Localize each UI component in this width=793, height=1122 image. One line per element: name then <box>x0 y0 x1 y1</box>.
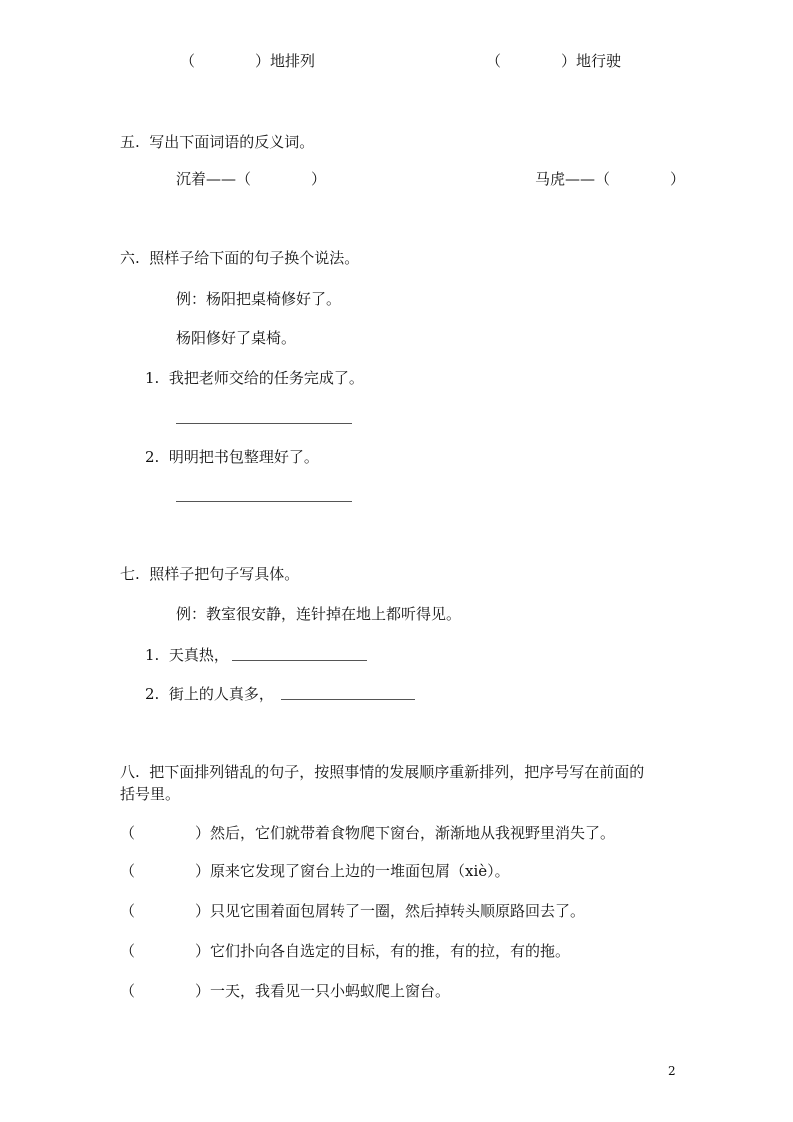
section-6-question-1: 1. 我把老师交给的任务完成了。 <box>145 369 364 387</box>
antonym-item-chenzhuo: 沉着——（ ） <box>176 170 327 188</box>
section-7-question-2: 2. 街上的人真多， <box>145 685 274 703</box>
section-7-question-1: 1. 天真热， <box>145 646 229 664</box>
answer-line-6-2[interactable] <box>176 501 352 502</box>
ordering-item: （ ）一天，我看见一只小蚂蚁爬上窗台。 <box>120 982 451 1000</box>
section-8-heading-line-1: 八. 把下面排列错乱的句子，按照事情的发展顺序重新排列，把序号写在前面的 <box>120 763 645 781</box>
answer-line-7-2[interactable] <box>281 699 415 700</box>
section-7-heading: 七. 照样子把句子写具体。 <box>120 565 300 583</box>
section-6-example-1: 例：杨阳把桌椅修好了。 <box>176 290 342 308</box>
ordering-item: （ ）然后，它们就带着食物爬下窗台，渐渐地从我视野里消失了。 <box>120 824 616 842</box>
fill-blank-pailie: （ ）地排列 <box>180 52 316 70</box>
ordering-item: （ ）它们扑向各自选定的目标，有的推，有的拉，有的拖。 <box>120 942 571 960</box>
fill-blank-xingshi: （ ）地行驶 <box>486 52 622 70</box>
section-7-example: 例：教室很安静，连针掉在地上都听得见。 <box>176 605 462 623</box>
section-6-question-2: 2. 明明把书包整理好了。 <box>145 448 319 466</box>
page-number: 2 <box>668 1064 676 1078</box>
section-5-heading: 五. 写出下面词语的反义词。 <box>120 133 315 151</box>
answer-line-6-1[interactable] <box>176 423 352 424</box>
section-6-example-2: 杨阳修好了桌椅。 <box>176 329 297 347</box>
section-8-heading-line-2: 括号里。 <box>120 785 181 803</box>
answer-line-7-1[interactable] <box>232 660 367 661</box>
section-6-heading: 六. 照样子给下面的句子换个说法。 <box>120 249 360 267</box>
antonym-item-mahu: 马虎——（ ） <box>535 170 686 188</box>
ordering-item: （ ）只见它围着面包屑转了一圈，然后掉转头顺原路回去了。 <box>120 902 586 920</box>
ordering-item: （ ）原来它发现了窗台上边的一堆面包屑（xiè）。 <box>120 862 510 880</box>
